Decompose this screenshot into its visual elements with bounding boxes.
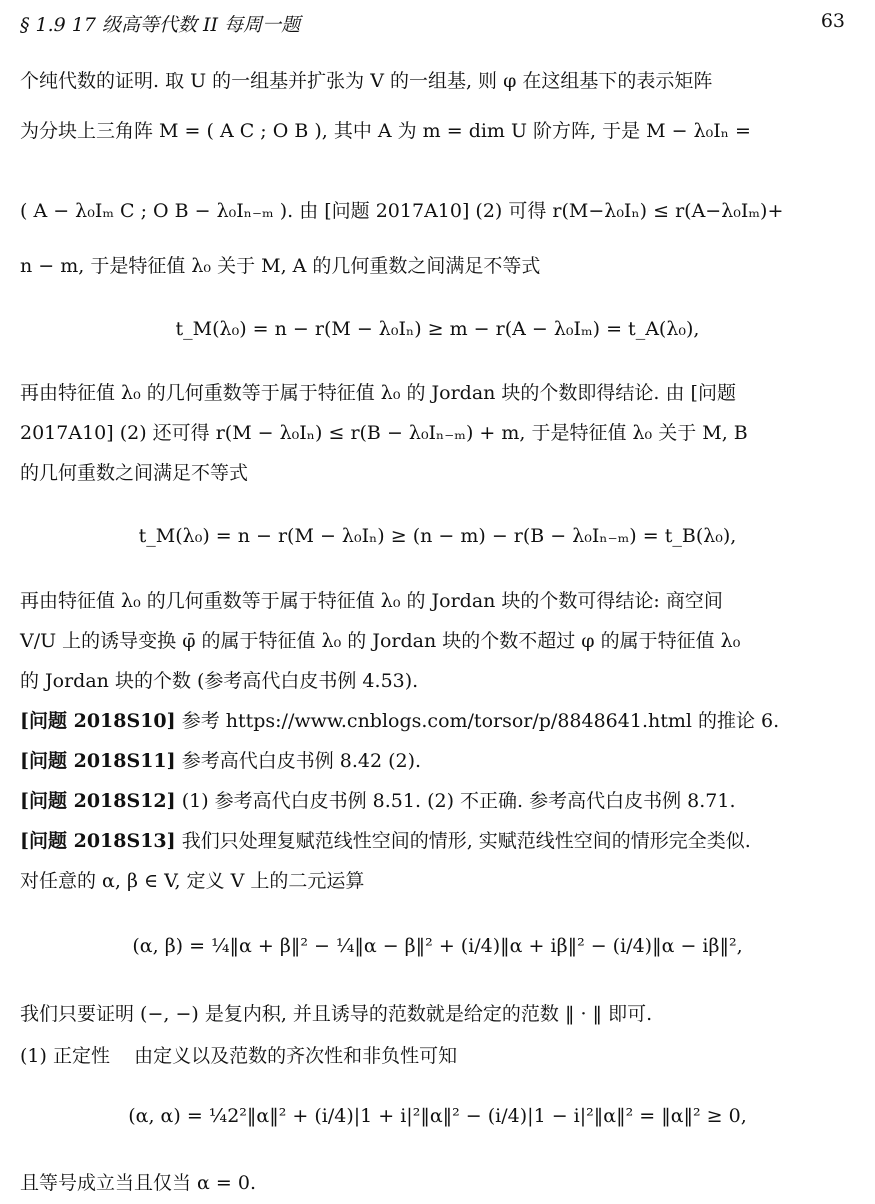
item-positive-definite bbox=[20, 1035, 845, 1077]
text-line-13: 且等号成立当且仅当 α = 0. bbox=[20, 1172, 256, 1194]
equation-4: (α, α) = ¼2²‖α‖² + (i/4)|1 + i|²‖α‖² − (i/4)|1 − i|²‖α‖² = ‖α‖² ≥ 0, bbox=[128, 1105, 747, 1127]
problem-label: [问题 2018S11] bbox=[20, 750, 176, 772]
problem-label: [问题 2018S13] bbox=[20, 830, 176, 852]
problem-2018s12 bbox=[20, 780, 845, 822]
running-title: § 1.9 17 级高等代数 II 每周一题 bbox=[20, 14, 301, 36]
text-line-7: 的几何重数之间满足不等式 bbox=[20, 462, 249, 484]
text-line-4: n − m, 于是特征值 λ₀ 关于 M, A 的几何重数之间满足不等式 bbox=[20, 255, 541, 277]
equation-3: (α, β) = ¼‖α + β‖² − ¼‖α − β‖² + (i/4)‖α + iβ‖² − (i/4)‖α − iβ‖², bbox=[132, 935, 743, 957]
problem-2018s11 bbox=[20, 740, 845, 782]
problem-text: 参考 https://www.cnblogs.com/torsor/p/8848641.html 的推论 6. bbox=[181, 710, 780, 732]
page-number: 63 bbox=[820, 10, 845, 32]
problem-2018s10 bbox=[20, 700, 845, 742]
text-line-12: 我们只要证明 (−, −) 是复内积, 并且诱导的范数就是给定的范数 ‖ · ‖ 即可. bbox=[20, 1003, 653, 1025]
problem-label: [问题 2018S10] bbox=[20, 710, 176, 732]
item-text: 由定义以及范数的齐次性和非负性可知 bbox=[134, 1045, 458, 1067]
problem-label: [问题 2018S12] bbox=[20, 790, 176, 812]
text-line-10: 的 Jordan 块的个数 (参考高代白皮书例 4.53). bbox=[20, 670, 419, 692]
item-label: (1) 正定性 bbox=[20, 1045, 110, 1067]
text-line-2: 为分块上三角阵 M = ( A C ; O B ), 其中 A 为 m = dim U 阶方阵, 于是 M − λ₀Iₙ = bbox=[20, 120, 751, 142]
text-line-1: 个纯代数的证明. 取 U 的一组基并扩张为 V 的一组基, 则 φ 在这组基下的表示矩阵 bbox=[20, 70, 713, 92]
text-line-8: 再由特征值 λ₀ 的几何重数等于属于特征值 λ₀ 的 Jordan 块的个数可得结论: 商空间 bbox=[20, 590, 723, 612]
text-line-11: 对任意的 α, β ∈ V, 定义 V 上的二元运算 bbox=[20, 870, 365, 892]
text-line-3: ( A − λ₀Iₘ C ; O B − λ₀Iₙ₋ₘ ). 由 [问题 2017A10] (2) 可得 r(M−λ₀Iₙ) ≤ r(A−λ₀Iₘ)+ bbox=[20, 200, 784, 222]
equation-2: t_M(λ₀) = n − r(M − λ₀Iₙ) ≥ (n − m) − r(B − λ₀Iₙ₋ₘ) = t_B(λ₀), bbox=[138, 525, 737, 547]
text-line-6: 2017A10] (2) 还可得 r(M − λ₀Iₙ) ≤ r(B − λ₀Iₙ₋ₘ) + m, 于是特征值 λ₀ 关于 M, B bbox=[20, 422, 748, 444]
problem-text: 参考高代白皮书例 8.42 (2). bbox=[181, 750, 422, 772]
text-line-5: 再由特征值 λ₀ 的几何重数等于属于特征值 λ₀ 的 Jordan 块的个数即得结论. 由 [问题 bbox=[20, 382, 736, 404]
page-header bbox=[20, 10, 845, 36]
equation-1: t_M(λ₀) = n − r(M − λ₀Iₙ) ≥ m − r(A − λ₀Iₘ) = t_A(λ₀), bbox=[175, 318, 700, 340]
problem-text: (1) 参考高代白皮书例 8.51. (2) 不正确. 参考高代白皮书例 8.71. bbox=[181, 790, 736, 812]
problem-2018s13 bbox=[20, 820, 845, 862]
text-line-9: V/U 上的诱导变换 φ̄ 的属于特征值 λ₀ 的 Jordan 块的个数不超过 φ 的属于特征值 λ₀ bbox=[20, 630, 741, 652]
problem-text: 我们只处理复赋范线性空间的情形, 实赋范线性空间的情形完全类似. bbox=[181, 830, 751, 852]
